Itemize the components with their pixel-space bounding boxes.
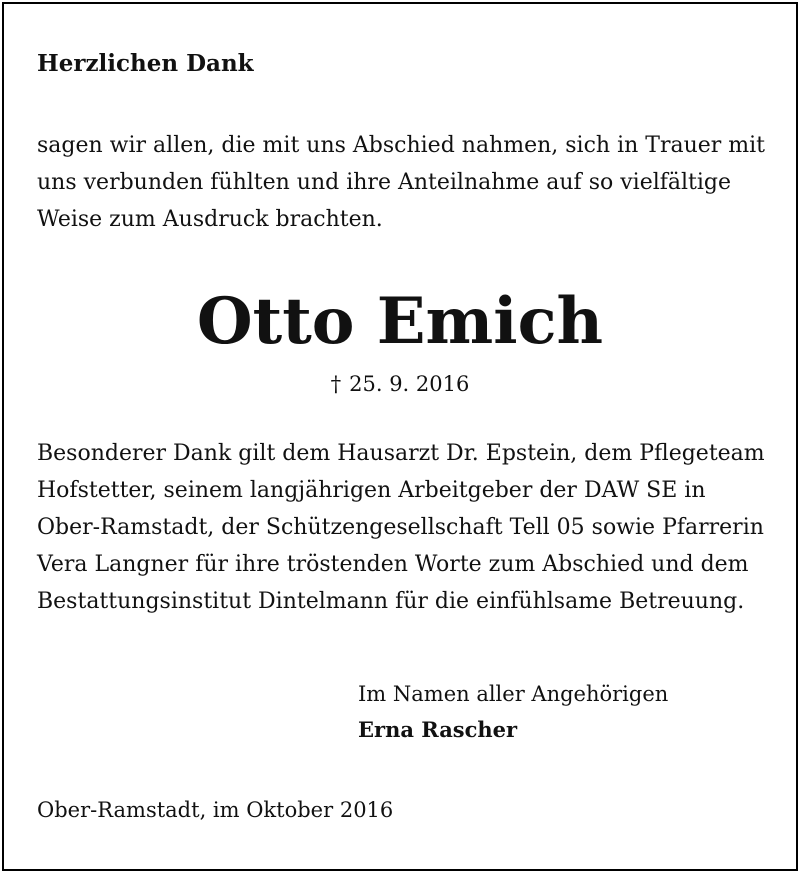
signer-name: Erna Rascher (358, 717, 518, 742)
thanks-line: Vera Langner für ihre tröstenden Worte zum Abschied und dem (37, 552, 749, 577)
thanks-paragraph (37, 435, 787, 620)
notice-frame (2, 2, 798, 871)
place-and-date: Ober-Ramstadt, im Oktober 2016 (37, 798, 394, 822)
thanks-line: Hofstetter, seinem langjährigen Arbeitgeber der DAW SE in (37, 478, 706, 503)
obituary-notice (4, 4, 796, 869)
intro-line: Weise zum Ausdruck brachten. (37, 207, 383, 232)
deceased-name: Otto Emich (196, 284, 604, 359)
intro-paragraph (37, 127, 777, 238)
death-date-line (4, 370, 796, 398)
intro-line: sagen wir allen, die mit uns Abschied nahmen, sich in Trauer mit (37, 133, 766, 158)
thanks-line: Bestattungsinstitut Dintelmann für die einfühlsame Betreuung. (37, 589, 745, 614)
heading: Herzlichen Dank (37, 50, 254, 77)
intro-line: uns verbunden fühlten und ihre Anteilnahme auf so vielfältige (37, 170, 732, 195)
death-date: 25. 9. 2016 (349, 372, 470, 396)
thanks-line: Ober-Ramstadt, der Schützengesellschaft Tell 05 sowie Pfarrerin (37, 515, 764, 540)
thanks-line: Besonderer Dank gilt dem Hausarzt Dr. Epstein, dem Pflegeteam (37, 441, 765, 466)
cross-icon: † (330, 372, 342, 396)
signature-block (358, 676, 668, 748)
on-behalf-text: Im Namen aller Angehörigen (358, 682, 669, 706)
